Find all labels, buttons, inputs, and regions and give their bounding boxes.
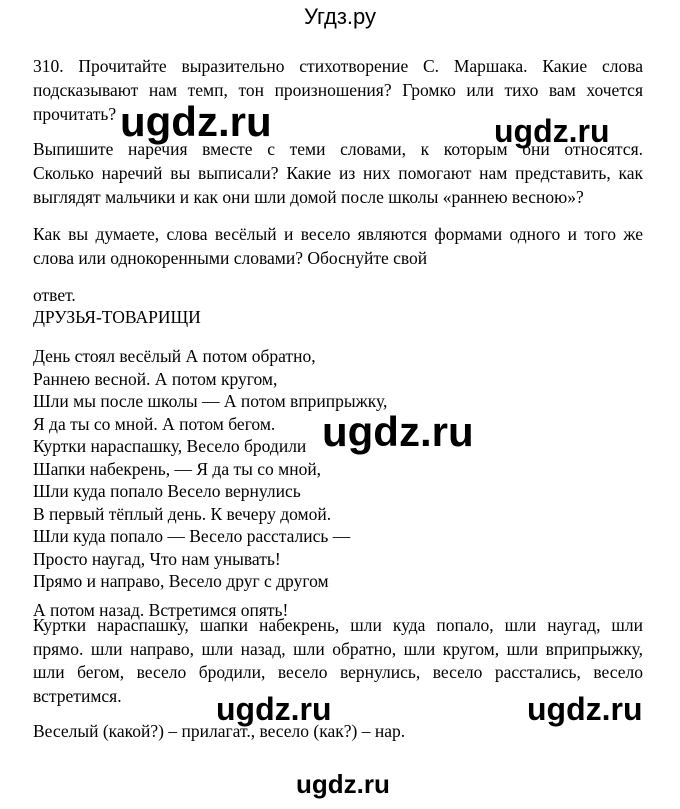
task-line: прочитать? [33,104,117,124]
answer-line: прямо. шли направо, шли назад, шли обратно, шли кругом, шли вприпрыжку, [33,638,643,659]
watermark: ugdz.ru [322,408,474,455]
answer-line: шли бегом, весело бродили, весело вернулись, весело расстались, весело [33,662,643,682]
task-line: подсказывают нам темп, тон произношения? Громко или тихо вам хочется [33,80,643,100]
analysis-line: Веселый (какой?) – прилагат., весело (как?) – нар. [33,721,406,741]
instructions-line: Выпишите наречия вместе с теми словами, к которым они относятся. [33,139,643,159]
watermark: ugdz.ru [296,769,390,799]
task-line: 310. Прочитайте выразительно стихотворение С. Маршака. Какие слова [33,56,643,76]
poem [33,345,387,593]
question-line: слова или однокоренными словами? Обоснуйте свой [33,248,428,268]
poem-line: Шапки набекрень, — Я да ты со мной, [33,458,322,479]
instructions-line: выглядят мальчики и как они шли домой после школы «раннею весною»? [33,187,584,207]
instructions-line: Сколько наречий вы выписали? Какие из них помогают нам представить, как [33,163,643,183]
poem-end: А потом назад. Встретимся опять! [33,600,289,620]
question-paragraph [33,222,643,270]
answer-line: Куртки нараспашку, шапки набекрень, шли куда попало, шли наугад, шли [33,615,643,635]
poem-line: Куртки нараспашку, Весело бродили [33,436,307,456]
poem-line: Шли куда попало — Весело расстались — [33,526,351,546]
poem-line: Я да ты со мной. А потом бегом. [33,413,276,434]
poem-title: ДРУЗЬЯ-ТОВАРИЩИ [33,307,201,327]
watermark: ugdz.ru [494,113,610,149]
watermark: ugdz.ru [216,691,332,727]
site-title: Угдз.ру [303,4,377,29]
poem-line: Просто наугад, Что нам унывать! [33,548,281,569]
watermark: ugdz.ru [120,98,272,145]
poem-line: В первый тёплый день. К вечеру домой. [33,503,332,524]
poem-line: Раннею весной. А потом кругом, [33,368,278,389]
watermark: ugdz.ru [527,691,643,727]
answer-line: встретимся. [33,685,122,706]
poem-line: Прямо и направо, Весело друг с другом [33,571,329,591]
poem-line: День стоял весёлый А потом обратно, [33,346,316,366]
answer-word: ответ. [33,285,76,305]
poem-line: Шли куда попало Весело вернулись [33,481,301,501]
question-line: Как вы думаете, слова весёлый и весело являются формами одного и того же [33,224,643,244]
poem-line: Шли мы после школы — А потом вприпрыжку, [33,391,388,411]
